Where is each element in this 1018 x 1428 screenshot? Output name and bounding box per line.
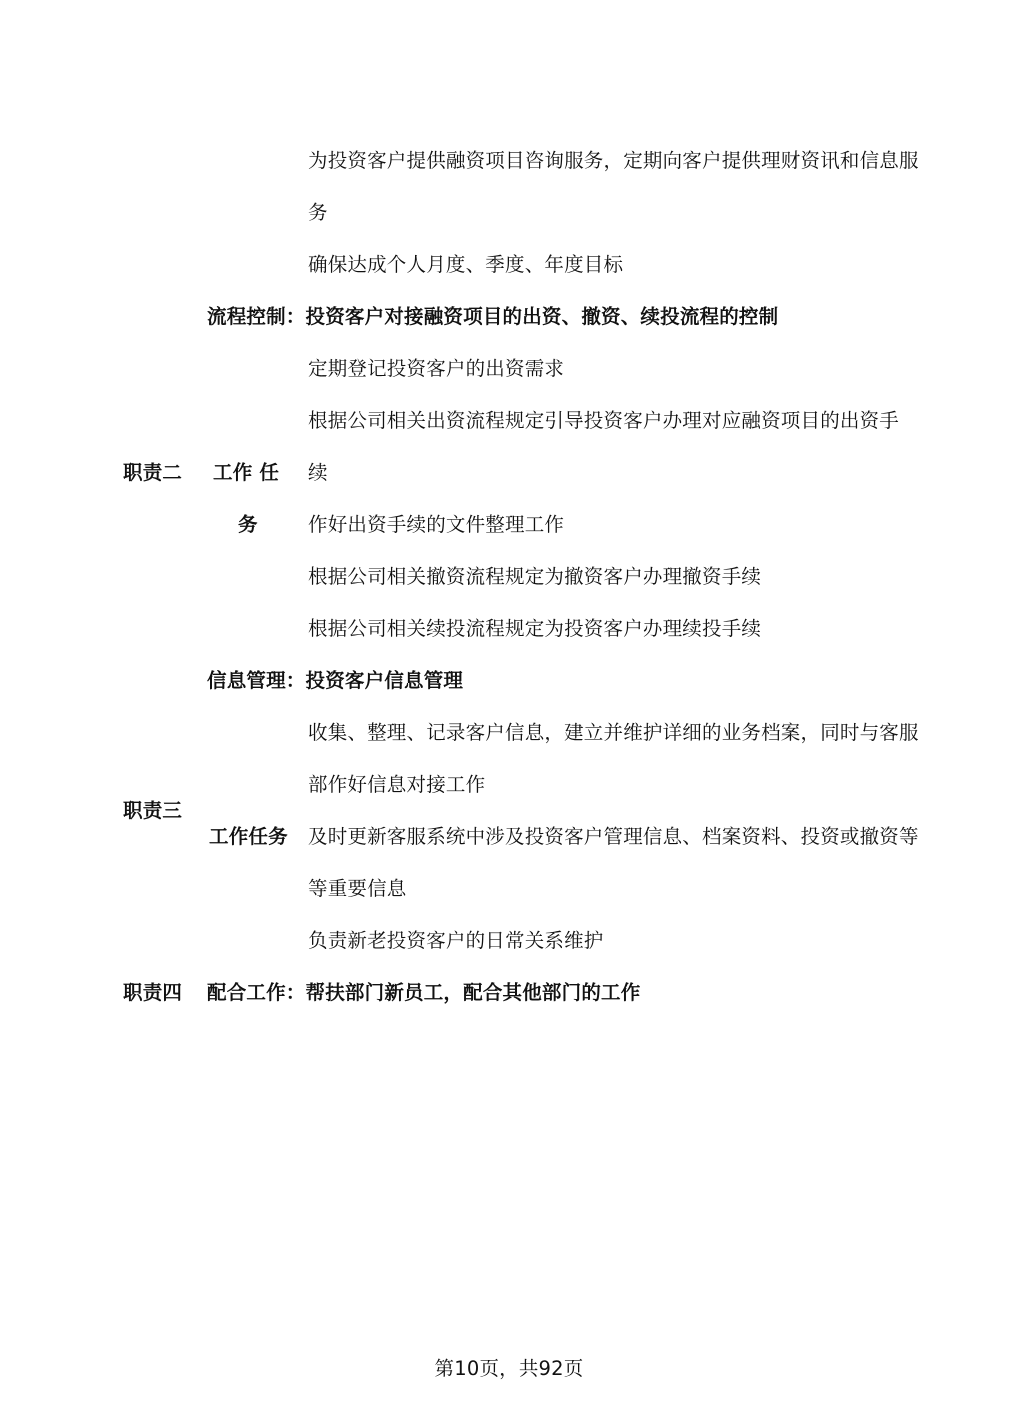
body-line: 部作好信息对接工作 (308, 773, 486, 796)
info-label: 信息管理： (207, 669, 306, 692)
body-line: 为投资客户提供融资项目咨询服务，定期向客户提供理财资讯和信息服 (308, 149, 919, 172)
body-line: 确保达成个人月度、季度、年度目标 (308, 253, 624, 276)
duty-three-label: 职责三 (123, 799, 183, 822)
coop-heading (207, 980, 640, 1006)
page-footer: 第10页，共92页 (434, 1357, 584, 1380)
body-line: 负责新老投资客户的日常关系维护 (308, 929, 604, 952)
body-line: 等重要信息 (308, 877, 407, 900)
body-line: 务 (308, 201, 328, 224)
body-line: 及时更新客服系统中涉及投资客户管理信息、档案资料、投资或撤资等 (308, 825, 919, 848)
process-label: 流程控制： (207, 305, 306, 328)
coop-label: 配合工作： (207, 981, 306, 1004)
body-line: 收集、整理、记录客户信息，建立并维护详细的业务档案，同时与客服 (308, 721, 919, 744)
duty-two-label: 职责二 (123, 461, 183, 484)
task-label-part-a: 工作 任 (213, 461, 280, 484)
duty-four-label: 职责四 (123, 981, 183, 1004)
task-label: 工作任务 (209, 825, 288, 848)
body-line: 根据公司相关出资流程规定引导投资客户办理对应融资项目的出资手 (308, 409, 900, 432)
body-line: 作好出资手续的文件整理工作 (308, 513, 565, 536)
info-heading (207, 668, 463, 694)
body-line: 根据公司相关撤资流程规定为撤资客户办理撤资手续 (308, 565, 762, 588)
body-line: 根据公司相关续投流程规定为投资客户办理续投手续 (308, 617, 762, 640)
task-label-part-b: 务 (238, 513, 258, 536)
info-text: 投资客户信息管理 (305, 669, 464, 692)
body-line: 续 (308, 461, 328, 484)
process-heading (207, 304, 778, 330)
process-text: 投资客户对接融资项目的出资、撤资、续投流程的控制 (305, 305, 779, 328)
body-line: 定期登记投资客户的出资需求 (308, 357, 565, 380)
coop-text: 帮扶部门新员工，配合其他部门的工作 (305, 981, 641, 1004)
